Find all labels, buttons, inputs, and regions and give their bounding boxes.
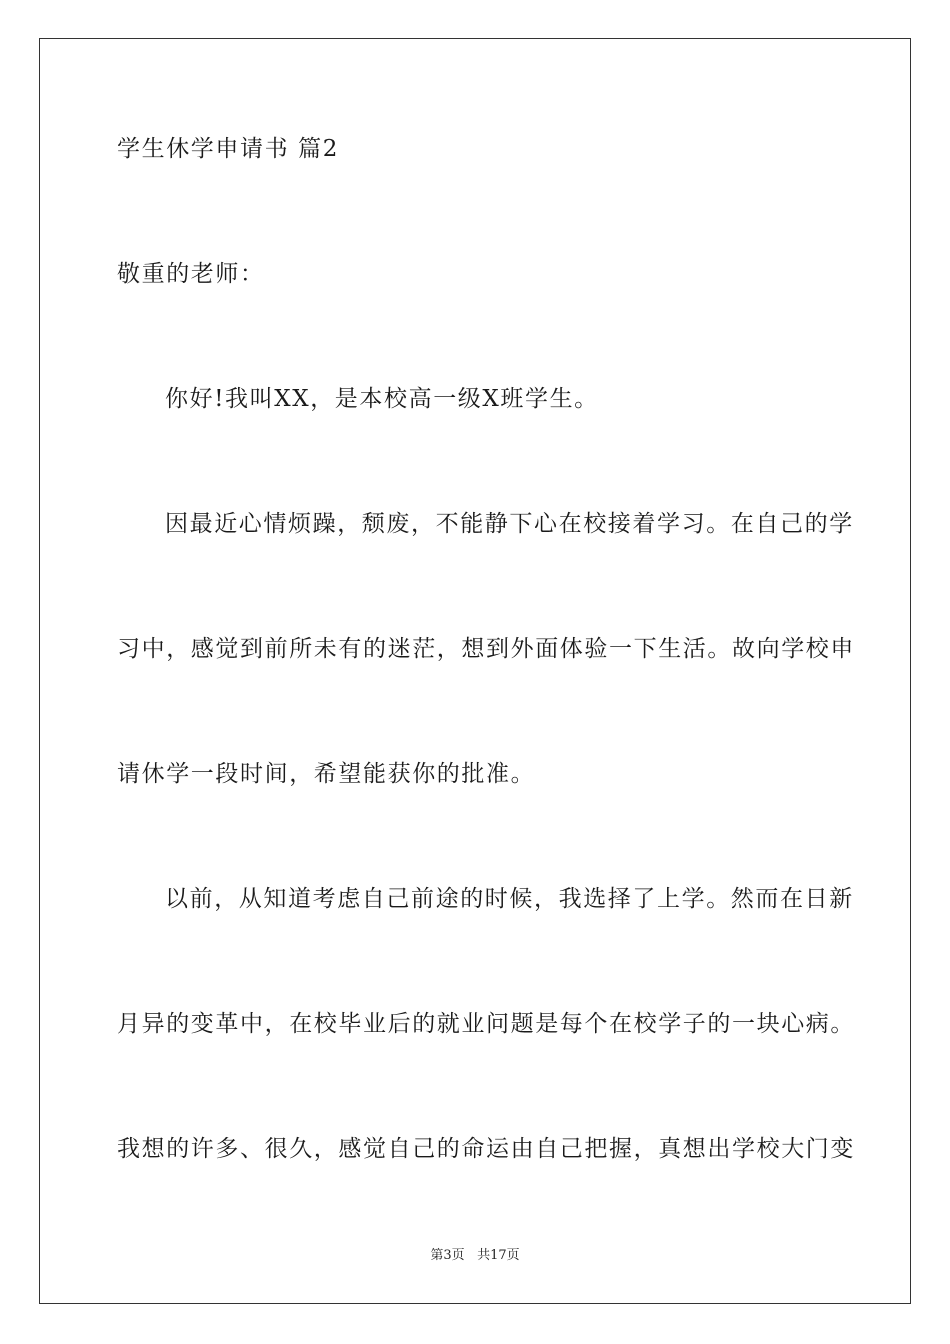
salutation: 敬重的老师： [117,261,265,287]
paragraph-line: 我想的许多、很久，感觉自己的命运由自己把握，真想出学校大门变 [117,1136,855,1162]
paragraph-line: 习中，感觉到前所未有的迷茫，想到外面体验一下生活。故向学校申 [117,636,855,662]
paragraph-line: 以前，从知道考虑自己前途的时候，我选择了上学。然而在日新 [165,886,854,912]
page-footer [0,1247,950,1265]
paragraph-line: 请休学一段时间，希望能获你的批准。 [117,761,536,787]
paragraph-line: 因最近心情烦躁，颓废，不能静下心在校接着学习。在自己的学 [165,511,854,537]
page-number: 第3页 [430,1248,465,1263]
page-total: 共17页 [477,1248,520,1263]
page-border [39,38,911,1304]
paragraph-line: 月异的变革中，在校毕业后的就业问题是每个在校学子的一块心病。 [117,1011,855,1037]
document-heading: 学生休学申请书 篇2 [117,136,339,162]
paragraph-line: 你好!我叫XX，是本校高一级X班学生。 [165,386,599,412]
